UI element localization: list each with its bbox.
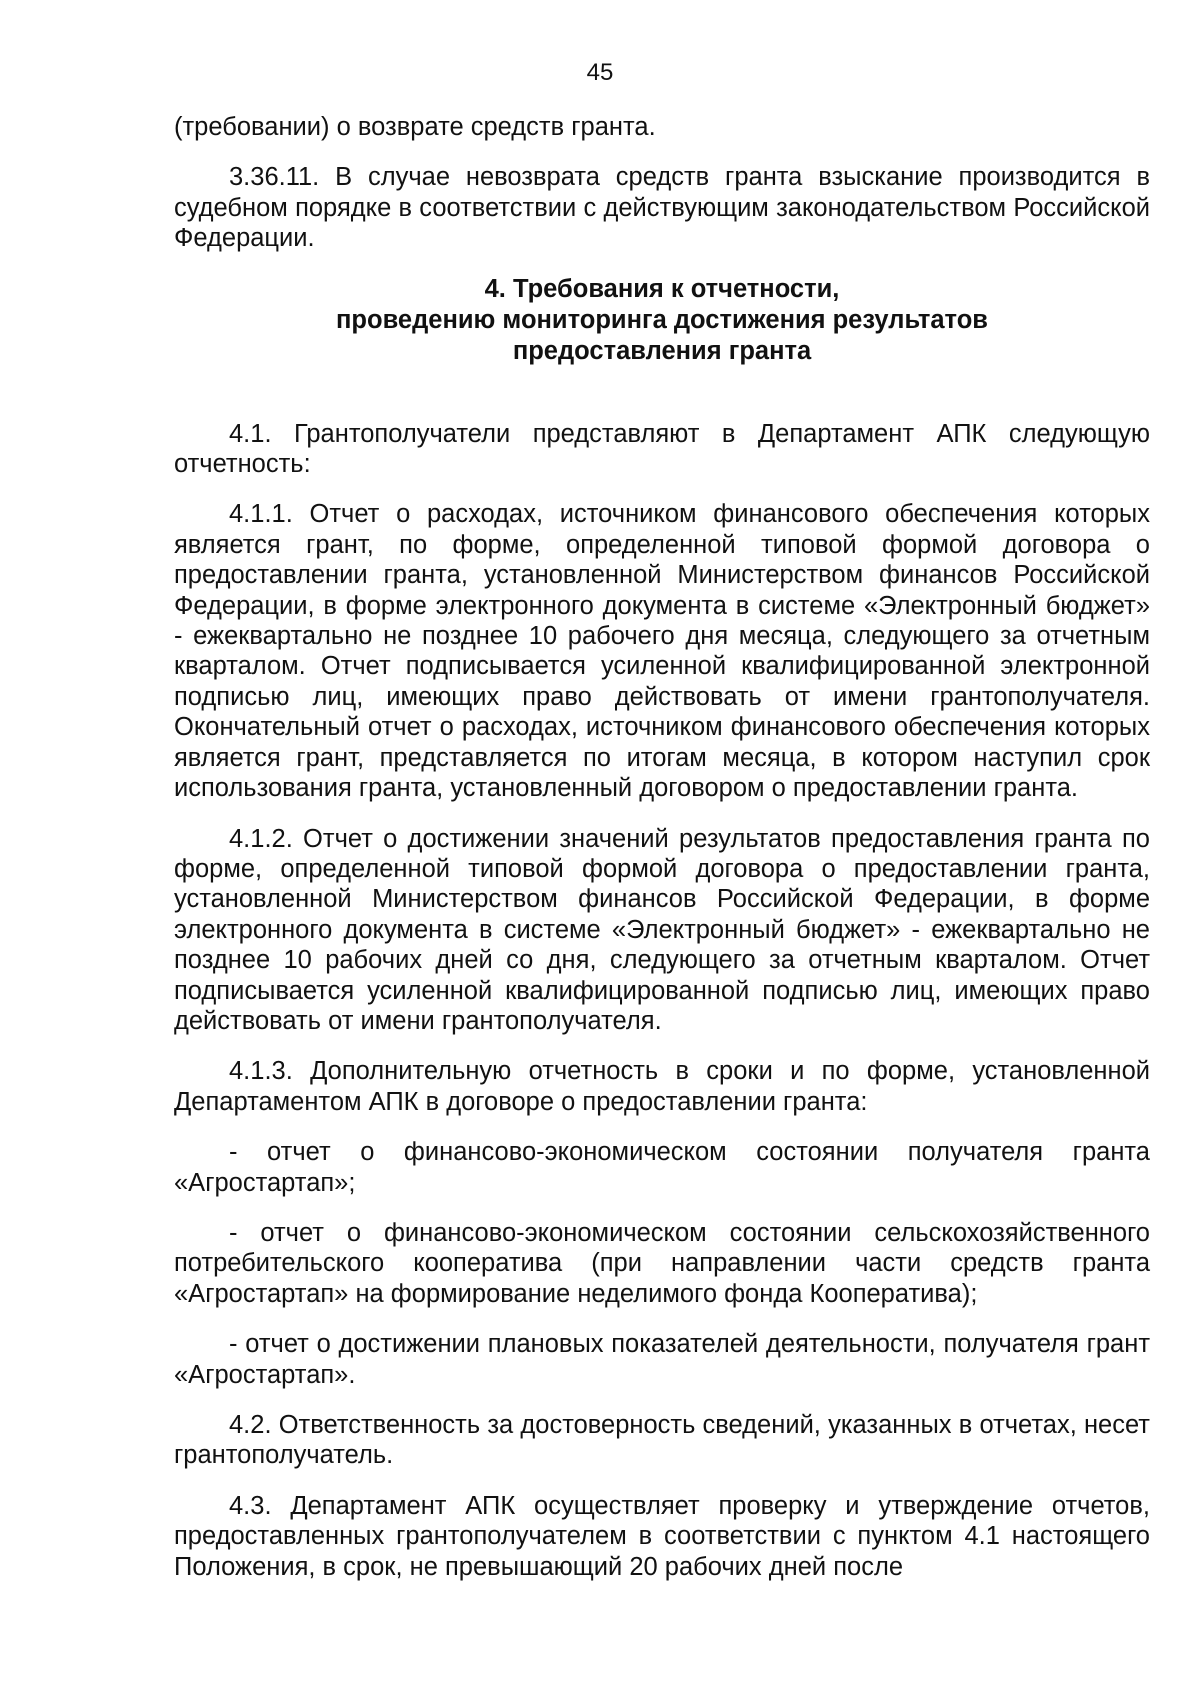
list-item-report-plan-indicators: - отчет о достижении плановых показателей деятельности, получателя грант «Агростартап». bbox=[174, 1330, 1150, 1389]
paragraph-4-1-2: 4.1.2. Отчет о достижении значений результатов предоставления гранта по форме, определенной типовой формой договора о предоставлении гранта, установленной Министерством финансов Российской Федерации, в форме электронного документа в системе «Электронный бюджет» - ежеквартально не позднее 10 рабочих дней со дня, следующего за отчетным кварталом. Отчет подписывается усиленной квалифицированной подписью лиц, имеющих право действовать от имени грантополучателя. bbox=[174, 824, 1150, 1035]
section-heading bbox=[174, 274, 1150, 367]
page-number: 45 bbox=[586, 59, 614, 86]
paragraph-3-36-11: 3.36.11. В случае невозврата средств гранта взыскание производится в судебном порядке в соответствии с действующим законодательством Российской Федерации. bbox=[174, 163, 1150, 253]
paragraph-4-1-1: 4.1.1. Отчет о расходах, источником финансового обеспечения которых является грант, по форме, определенной типовой формой договора о предоставлении гранта, установленной Министерством финансов Российской Федерации, в форме электронного документа в системе «Электронный бюджет» - ежеквартально не позднее 10 рабочего дня месяца, следующего за отчетным кварталом. Отчет подписывается усиленной квалифицированной электронной подписью лиц, имеющих право действовать от имени грантополучателя. Окончательный отчет о расходах, источником финансового обеспечения которых является грант, представляется по итогам месяца, в котором наступил срок использования гранта, установленный договором о предоставлении гранта. bbox=[174, 500, 1150, 803]
paragraph-continuation: (требовании) о возврате средств гранта. bbox=[174, 113, 656, 141]
section-heading-line-2: проведению мониторинга достижения результатов bbox=[336, 305, 988, 334]
paragraph-4-1: 4.1. Грантополучатели представляют в Департамент АПК следующую отчетность: bbox=[174, 419, 1150, 479]
paragraph-4-3: 4.3. Департамент АПК осуществляет проверку и утверждение отчетов, предоставленных грантополучателем в соответствии с пунктом 4.1 настоящего Положения, в срок, не превышающий 20 рабочих дней после bbox=[174, 1491, 1150, 1581]
paragraph-4-1-3: 4.1.3. Дополнительную отчетность в сроки и по форме, установленной Департаментом АПК в договоре о предоставлении гранта: bbox=[174, 1057, 1150, 1116]
section-heading-line-3: предоставления гранта bbox=[512, 336, 812, 365]
list-item-report-cooperative-state: - отчет о финансово-экономическом состоянии сельскохозяйственного потребительского кооператива (при направлении части средств гранта «Агростартап» на формирование неделимого фонда Кооператива); bbox=[174, 1218, 1150, 1308]
section-heading-line-1: 4. Требования к отчетности, bbox=[484, 274, 840, 303]
paragraph-4-2: 4.2. Ответственность за достоверность сведений, указанных в отчетах, несет грантополучатель. bbox=[174, 1411, 1150, 1470]
list-item-report-financial-state: - отчет о финансово-экономическом состоянии получателя гранта «Агростартап»; bbox=[174, 1138, 1150, 1197]
document-body bbox=[174, 112, 1150, 1602]
